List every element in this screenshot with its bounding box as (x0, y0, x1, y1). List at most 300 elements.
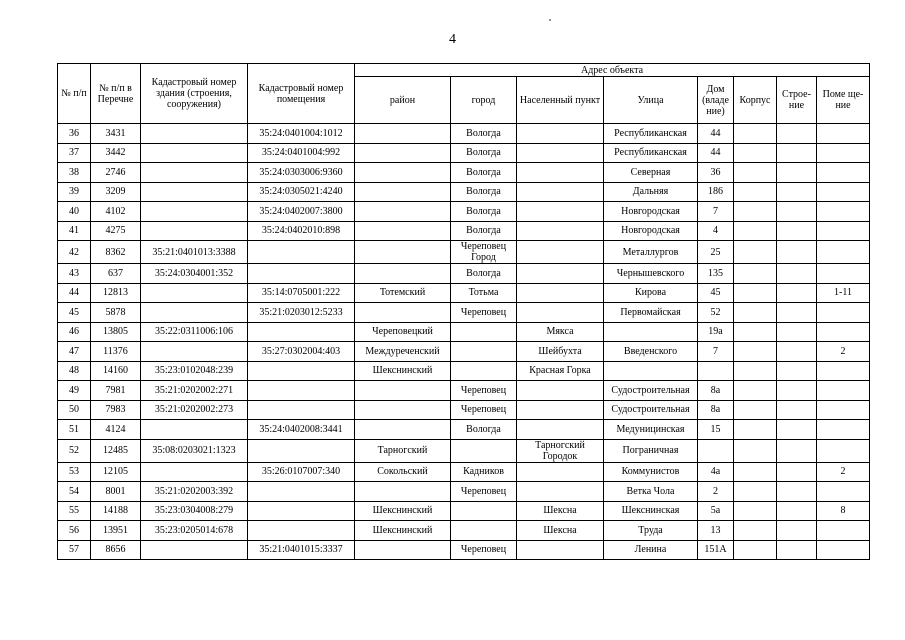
cell-pomeschenie: 1-11 (817, 283, 870, 303)
cell-cadastral-room (248, 482, 355, 502)
cell-cadastral-building: 35:21:0202002:273 (141, 400, 248, 420)
cell-korpus (734, 322, 777, 342)
cell-korpus (734, 264, 777, 284)
cell-korpus (734, 540, 777, 560)
cell-stroenie (777, 439, 817, 462)
cell-district (355, 482, 451, 502)
cell-korpus (734, 241, 777, 264)
cell-house (698, 439, 734, 462)
cell-settlement (517, 283, 604, 303)
cell-cadastral-room (248, 264, 355, 284)
cell-settlement (517, 400, 604, 420)
cell-cadastral-room: 35:24:0402008:3441 (248, 420, 355, 440)
cell-house: 4 (698, 221, 734, 241)
cell-street: Новгородская (604, 221, 698, 241)
cell-settlement: Шексна (517, 501, 604, 521)
cell-street: Коммунистов (604, 462, 698, 482)
cell-list-no: 11376 (91, 342, 141, 362)
cell-stroenie (777, 163, 817, 183)
cell-stroenie (777, 264, 817, 284)
cell-settlement (517, 303, 604, 323)
cell-korpus (734, 124, 777, 144)
cell-cadastral-room: 35:21:0203012:5233 (248, 303, 355, 323)
table-row (58, 342, 870, 362)
cell-cadastral-room: 35:24:0303006:9360 (248, 163, 355, 183)
cell-idx: 44 (58, 283, 91, 303)
cell-korpus (734, 521, 777, 541)
cell-korpus (734, 420, 777, 440)
cell-district (355, 241, 451, 264)
scan-speck (549, 19, 551, 21)
table-row (58, 163, 870, 183)
cell-house: 15 (698, 420, 734, 440)
cell-house: 4а (698, 462, 734, 482)
cell-pomeschenie: 8 (817, 501, 870, 521)
cell-settlement (517, 221, 604, 241)
cell-stroenie (777, 283, 817, 303)
cell-korpus (734, 163, 777, 183)
cell-cadastral-room: 35:24:0402007:3800 (248, 202, 355, 222)
cell-pomeschenie (817, 182, 870, 202)
cell-settlement (517, 163, 604, 183)
cell-street: Труда (604, 521, 698, 541)
cell-cadastral-building: 35:08:0203021:1323 (141, 439, 248, 462)
cell-city: Вологда (451, 264, 517, 284)
cell-street: Металлургов (604, 241, 698, 264)
cell-settlement (517, 124, 604, 144)
cell-settlement: Шейбухта (517, 342, 604, 362)
table-row (58, 303, 870, 323)
cell-pomeschenie (817, 540, 870, 560)
table-row (58, 124, 870, 144)
cell-district: Шекснинский (355, 521, 451, 541)
cell-cadastral-room (248, 501, 355, 521)
cell-stroenie (777, 202, 817, 222)
cell-cadastral-building: 35:23:0205014:678 (141, 521, 248, 541)
cell-korpus (734, 182, 777, 202)
cell-district: Сокольский (355, 462, 451, 482)
cell-stroenie (777, 124, 817, 144)
cell-pomeschenie (817, 264, 870, 284)
cell-pomeschenie (817, 400, 870, 420)
cell-cadastral-room (248, 322, 355, 342)
cell-cadastral-building (141, 283, 248, 303)
cell-street: Новгородская (604, 202, 698, 222)
cell-list-no: 7983 (91, 400, 141, 420)
table-row (58, 361, 870, 381)
cell-city: Череповец Город (451, 241, 517, 264)
table-row (58, 400, 870, 420)
table-row (58, 439, 870, 462)
cell-district (355, 420, 451, 440)
table-row (58, 501, 870, 521)
cell-list-no: 4124 (91, 420, 141, 440)
cell-korpus (734, 482, 777, 502)
cell-city (451, 322, 517, 342)
cell-idx: 56 (58, 521, 91, 541)
cell-city (451, 342, 517, 362)
cell-list-no: 8362 (91, 241, 141, 264)
cell-district: Шекснинский (355, 501, 451, 521)
cell-idx: 55 (58, 501, 91, 521)
cell-idx: 47 (58, 342, 91, 362)
cell-idx: 45 (58, 303, 91, 323)
cell-korpus (734, 221, 777, 241)
cell-pomeschenie (817, 420, 870, 440)
cell-city: Вологда (451, 182, 517, 202)
table-row (58, 462, 870, 482)
cell-pomeschenie (817, 143, 870, 163)
cell-cadastral-building: 35:21:0401013:3388 (141, 241, 248, 264)
cell-cadastral-building (141, 540, 248, 560)
cell-cadastral-room: 35:24:0401004:992 (248, 143, 355, 163)
cell-cadastral-building (141, 124, 248, 144)
cell-pomeschenie: 2 (817, 342, 870, 362)
cell-city: Череповец (451, 303, 517, 323)
cell-settlement: Тарногский Городок (517, 439, 604, 462)
cell-street: Чернышевского (604, 264, 698, 284)
cell-cadastral-building (141, 202, 248, 222)
cell-city (451, 439, 517, 462)
cell-idx: 50 (58, 400, 91, 420)
cell-city: Череповец (451, 482, 517, 502)
header-district: район (355, 77, 451, 124)
cell-idx: 37 (58, 143, 91, 163)
cell-house: 52 (698, 303, 734, 323)
cell-cadastral-building (141, 182, 248, 202)
cell-district (355, 264, 451, 284)
cell-stroenie (777, 322, 817, 342)
cell-city: Тотьма (451, 283, 517, 303)
cell-city: Вологда (451, 143, 517, 163)
cell-district (355, 182, 451, 202)
header-korpus: Корпус (734, 77, 777, 124)
cell-idx: 40 (58, 202, 91, 222)
cell-city (451, 521, 517, 541)
cell-pomeschenie (817, 303, 870, 323)
cell-idx: 39 (58, 182, 91, 202)
header-settlement: Населенный пункт (517, 77, 604, 124)
cell-cadastral-building: 35:23:0304008:279 (141, 501, 248, 521)
cell-settlement (517, 143, 604, 163)
cell-pomeschenie (817, 202, 870, 222)
cell-city: Кадников (451, 462, 517, 482)
cell-korpus (734, 501, 777, 521)
cell-house: 7 (698, 202, 734, 222)
cell-stroenie (777, 482, 817, 502)
cell-district: Тарногский (355, 439, 451, 462)
cell-cadastral-room: 35:21:0401015:3337 (248, 540, 355, 560)
cell-cadastral-room (248, 439, 355, 462)
cell-city: Вологда (451, 202, 517, 222)
cell-street: Введенского (604, 342, 698, 362)
cell-idx: 51 (58, 420, 91, 440)
cell-idx: 48 (58, 361, 91, 381)
table-row (58, 221, 870, 241)
cell-street: Республиканская (604, 124, 698, 144)
cell-street: Пограничная (604, 439, 698, 462)
header-city: город (451, 77, 517, 124)
cell-house: 8а (698, 400, 734, 420)
cell-stroenie (777, 303, 817, 323)
cell-district (355, 303, 451, 323)
cell-cadastral-room (248, 361, 355, 381)
cell-house: 13 (698, 521, 734, 541)
header-idx: № п/п (58, 64, 91, 124)
cell-list-no: 4102 (91, 202, 141, 222)
cell-idx: 46 (58, 322, 91, 342)
cell-pomeschenie: 2 (817, 462, 870, 482)
table-row (58, 540, 870, 560)
cell-cadastral-building (141, 462, 248, 482)
cell-street (604, 361, 698, 381)
table-row (58, 521, 870, 541)
cell-pomeschenie (817, 361, 870, 381)
header-list-no: № п/п в Перечне (91, 64, 141, 124)
registry-body (58, 124, 870, 560)
cell-cadastral-building (141, 143, 248, 163)
table-row (58, 381, 870, 401)
cell-city (451, 501, 517, 521)
cell-cadastral-building (141, 221, 248, 241)
cell-district (355, 221, 451, 241)
cell-pomeschenie (817, 322, 870, 342)
cell-pomeschenie (817, 482, 870, 502)
cell-stroenie (777, 462, 817, 482)
cell-house: 2 (698, 482, 734, 502)
cell-house: 7 (698, 342, 734, 362)
cell-cadastral-building (141, 303, 248, 323)
cell-korpus (734, 400, 777, 420)
cell-house: 19а (698, 322, 734, 342)
cell-district (355, 202, 451, 222)
header-house: Дом (владе ние) (698, 77, 734, 124)
cell-settlement: Мякса (517, 322, 604, 342)
cell-street: Судостроительная (604, 381, 698, 401)
cell-cadastral-building (141, 163, 248, 183)
cell-pomeschenie (817, 124, 870, 144)
cell-cadastral-building: 35:22:0311006:106 (141, 322, 248, 342)
cell-stroenie (777, 182, 817, 202)
cell-stroenie (777, 143, 817, 163)
cell-idx: 42 (58, 241, 91, 264)
header-address: Адрес объекта (355, 64, 870, 77)
cell-house (698, 361, 734, 381)
cell-korpus (734, 381, 777, 401)
cell-cadastral-building: 35:21:0202002:271 (141, 381, 248, 401)
cell-settlement (517, 540, 604, 560)
header-street: Улица (604, 77, 698, 124)
cell-cadastral-building: 35:23:0102048:239 (141, 361, 248, 381)
cell-cadastral-building: 35:21:0202003:392 (141, 482, 248, 502)
cell-settlement: Шексна (517, 521, 604, 541)
cell-pomeschenie (817, 439, 870, 462)
cell-korpus (734, 462, 777, 482)
cell-house: 8а (698, 381, 734, 401)
cell-list-no: 7981 (91, 381, 141, 401)
cell-list-no: 3442 (91, 143, 141, 163)
cell-district: Тотемский (355, 283, 451, 303)
cell-korpus (734, 303, 777, 323)
cell-house: 151А (698, 540, 734, 560)
page-number: 4 (449, 32, 456, 47)
table-row (58, 283, 870, 303)
cell-idx: 41 (58, 221, 91, 241)
cell-stroenie (777, 342, 817, 362)
cell-pomeschenie (817, 221, 870, 241)
cell-cadastral-building (141, 420, 248, 440)
cell-city: Вологда (451, 420, 517, 440)
table-row (58, 182, 870, 202)
cell-street: Судостроительная (604, 400, 698, 420)
cell-street (604, 322, 698, 342)
cell-district (355, 124, 451, 144)
cell-list-no: 5878 (91, 303, 141, 323)
cell-stroenie (777, 420, 817, 440)
cell-street: Северная (604, 163, 698, 183)
table-row (58, 420, 870, 440)
table-row (58, 241, 870, 264)
cell-house: 44 (698, 124, 734, 144)
cell-cadastral-room: 35:24:0402010:898 (248, 221, 355, 241)
cell-settlement: Красная Горка (517, 361, 604, 381)
cell-list-no: 12105 (91, 462, 141, 482)
cell-street: Республиканская (604, 143, 698, 163)
cell-list-no: 12485 (91, 439, 141, 462)
cell-house: 135 (698, 264, 734, 284)
cell-idx: 53 (58, 462, 91, 482)
cell-district (355, 143, 451, 163)
cell-district (355, 540, 451, 560)
header-cadastral-building: Кадастровый номер здания (строения, сооружения) (141, 64, 248, 124)
cell-list-no: 3209 (91, 182, 141, 202)
cell-settlement (517, 264, 604, 284)
cell-list-no: 8656 (91, 540, 141, 560)
cell-city (451, 361, 517, 381)
cell-list-no: 12813 (91, 283, 141, 303)
cell-stroenie (777, 361, 817, 381)
cell-house: 45 (698, 283, 734, 303)
cell-pomeschenie (817, 521, 870, 541)
cell-list-no: 637 (91, 264, 141, 284)
cell-list-no: 4275 (91, 221, 141, 241)
cell-korpus (734, 202, 777, 222)
cell-pomeschenie (817, 381, 870, 401)
cell-settlement (517, 241, 604, 264)
cell-korpus (734, 361, 777, 381)
cell-idx: 52 (58, 439, 91, 462)
cell-cadastral-room (248, 400, 355, 420)
table-row (58, 202, 870, 222)
cell-cadastral-building (141, 342, 248, 362)
cell-list-no: 2746 (91, 163, 141, 183)
cell-stroenie (777, 501, 817, 521)
cell-cadastral-room (248, 241, 355, 264)
cell-cadastral-room (248, 381, 355, 401)
cell-list-no: 13951 (91, 521, 141, 541)
cell-list-no: 8001 (91, 482, 141, 502)
cell-pomeschenie (817, 163, 870, 183)
cell-house: 186 (698, 182, 734, 202)
cell-district (355, 163, 451, 183)
cell-list-no: 13805 (91, 322, 141, 342)
header-pomeschenie: Поме ще-ние (817, 77, 870, 124)
cell-idx: 54 (58, 482, 91, 502)
table-row (58, 482, 870, 502)
cell-cadastral-room: 35:24:0305021:4240 (248, 182, 355, 202)
header-stroenie: Строе-ние (777, 77, 817, 124)
cell-house: 25 (698, 241, 734, 264)
cell-stroenie (777, 221, 817, 241)
header-cadastral-room: Кадастровый номер помещения (248, 64, 355, 124)
cell-district: Шекснинский (355, 361, 451, 381)
table-row (58, 143, 870, 163)
cell-stroenie (777, 400, 817, 420)
cell-street: Ветка Чола (604, 482, 698, 502)
cell-idx: 57 (58, 540, 91, 560)
cell-stroenie (777, 381, 817, 401)
cell-stroenie (777, 241, 817, 264)
cell-city: Вологда (451, 124, 517, 144)
cell-idx: 43 (58, 264, 91, 284)
cell-settlement (517, 462, 604, 482)
table-row (58, 264, 870, 284)
cell-idx: 38 (58, 163, 91, 183)
cell-district: Череповецкий (355, 322, 451, 342)
cell-stroenie (777, 540, 817, 560)
cell-settlement (517, 482, 604, 502)
table-row (58, 322, 870, 342)
cell-pomeschenie (817, 241, 870, 264)
cell-list-no: 14160 (91, 361, 141, 381)
cell-settlement (517, 420, 604, 440)
cell-street: Дальняя (604, 182, 698, 202)
cell-korpus (734, 342, 777, 362)
cell-cadastral-room: 35:14:0705001:222 (248, 283, 355, 303)
cell-house: 36 (698, 163, 734, 183)
cell-korpus (734, 439, 777, 462)
cell-list-no: 14188 (91, 501, 141, 521)
cell-house: 44 (698, 143, 734, 163)
cell-cadastral-room: 35:24:0401004:1012 (248, 124, 355, 144)
property-registry-table (57, 63, 870, 560)
cell-street: Ленина (604, 540, 698, 560)
cell-district (355, 381, 451, 401)
cell-idx: 49 (58, 381, 91, 401)
cell-settlement (517, 381, 604, 401)
cell-settlement (517, 182, 604, 202)
cell-city: Вологда (451, 221, 517, 241)
cell-korpus (734, 143, 777, 163)
cell-district (355, 400, 451, 420)
cell-stroenie (777, 521, 817, 541)
cell-street: Шекснинская (604, 501, 698, 521)
cell-street: Медуницинская (604, 420, 698, 440)
cell-street: Кирова (604, 283, 698, 303)
cell-cadastral-building: 35:24:0304001:352 (141, 264, 248, 284)
cell-city: Череповец (451, 540, 517, 560)
cell-idx: 36 (58, 124, 91, 144)
cell-city: Вологда (451, 163, 517, 183)
cell-city: Череповец (451, 400, 517, 420)
cell-list-no: 3431 (91, 124, 141, 144)
cell-settlement (517, 202, 604, 222)
cell-house: 5а (698, 501, 734, 521)
cell-cadastral-room: 35:26:0107007:340 (248, 462, 355, 482)
cell-city: Череповец (451, 381, 517, 401)
cell-cadastral-room: 35:27:0302004:403 (248, 342, 355, 362)
cell-cadastral-room (248, 521, 355, 541)
